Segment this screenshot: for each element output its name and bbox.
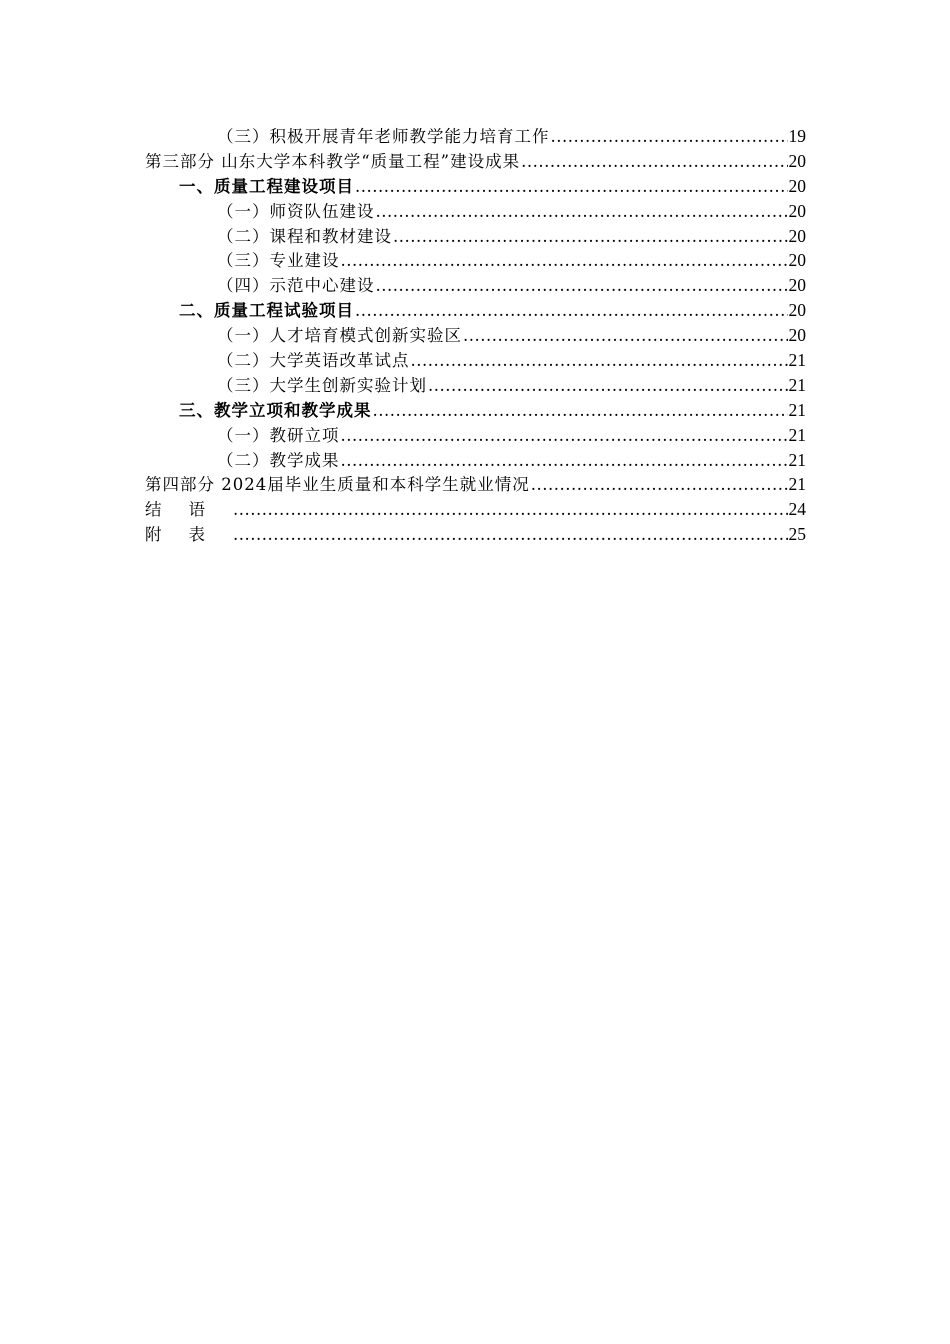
toc-entry[interactable] — [145, 248, 806, 273]
toc-entry[interactable] — [145, 398, 806, 423]
toc-leader-dots — [341, 424, 788, 449]
toc-entry[interactable] — [145, 348, 806, 373]
toc-entry-page-number: 21 — [788, 374, 806, 395]
toc-entry-page-number: 21 — [788, 399, 806, 420]
toc-entry-label: 一、质量工程建设项目 — [179, 176, 354, 196]
toc-entry-page-number: 20 — [788, 150, 806, 171]
toc-entry-page-number: 20 — [788, 225, 806, 246]
toc-entry-label: （二）大学英语改革试点 — [217, 351, 410, 371]
toc-entry-label: 第三部分 山东大学本科教学“质量工程”建设成果 — [145, 151, 521, 171]
toc-entry-label: （一）人才培育模式创新实验区 — [217, 326, 462, 346]
toc-entry-page-number: 20 — [788, 275, 806, 296]
toc-entry[interactable] — [145, 124, 806, 149]
toc-leader-dots — [233, 523, 788, 548]
toc-entry-page-number: 20 — [788, 325, 806, 346]
toc-entry[interactable] — [145, 273, 806, 298]
toc-leader-dots — [341, 249, 788, 274]
toc-entry-page-number: 20 — [788, 175, 806, 196]
toc-entry[interactable] — [145, 423, 806, 448]
toc-entry[interactable] — [145, 522, 806, 547]
toc-entry-page-number: 21 — [788, 449, 806, 470]
toc-entry[interactable] — [145, 224, 806, 249]
toc-entry-label: 结语 — [145, 500, 232, 520]
toc-entry-page-number: 24 — [788, 499, 806, 520]
toc-entry[interactable] — [145, 298, 806, 323]
toc-entry[interactable] — [145, 199, 806, 224]
toc-entry-label: （三）大学生创新实验计划 — [217, 375, 427, 395]
toc-leader-dots — [355, 175, 788, 200]
toc-entry-page-number: 21 — [788, 350, 806, 371]
toc-leader-dots — [411, 349, 788, 374]
toc-leader-dots — [355, 299, 788, 324]
toc-entry[interactable] — [145, 472, 806, 497]
toc-leader-dots — [376, 200, 788, 225]
toc-leader-dots — [531, 473, 788, 498]
toc-entry-page-number: 21 — [788, 424, 806, 445]
toc-leader-dots — [373, 399, 788, 424]
toc-entry-page-number: 20 — [788, 200, 806, 221]
toc-leader-dots — [428, 374, 788, 399]
toc-entry-page-number: 21 — [788, 474, 806, 495]
toc-entry-label: （一）师资队伍建设 — [217, 201, 375, 221]
toc-leader-dots — [393, 225, 788, 250]
toc-entry[interactable] — [145, 497, 806, 522]
toc-entry-page-number: 20 — [788, 300, 806, 321]
toc-entry-label: （三）积极开展青年老师教学能力培育工作 — [217, 127, 550, 146]
toc-entry[interactable] — [145, 323, 806, 348]
toc-entry-label: （三）专业建设 — [217, 251, 340, 271]
toc-entry-label: 二、质量工程试验项目 — [179, 301, 354, 321]
toc-entry-label: （一）教研立项 — [217, 425, 340, 445]
toc-entry-label: （二）课程和教材建设 — [217, 226, 392, 246]
toc-entry-page-number: 20 — [788, 250, 806, 271]
toc-entry-label: 三、教学立项和教学成果 — [179, 400, 372, 420]
toc-entry-label: 附表 — [145, 525, 232, 545]
toc-entry-page-number: 25 — [788, 524, 806, 545]
toc-entry-label: （二）教学成果 — [217, 450, 340, 470]
toc-entry[interactable] — [145, 149, 806, 174]
toc-leader-dots — [463, 324, 788, 349]
toc-entry-page-number: 19 — [788, 126, 806, 146]
toc-entry-label: （四）示范中心建设 — [217, 276, 375, 296]
toc-leader-dots — [551, 125, 788, 150]
toc-leader-dots — [521, 150, 787, 175]
toc-entry[interactable] — [145, 448, 806, 473]
toc-entry-label: 第四部分 2024届毕业生质量和本科学生就业情况 — [145, 475, 530, 495]
toc-entry[interactable] — [145, 373, 806, 398]
toc-entry[interactable] — [145, 174, 806, 199]
toc-leader-dots — [376, 274, 788, 299]
toc-leader-dots — [233, 498, 788, 523]
toc-leader-dots — [341, 449, 788, 474]
table-of-contents — [145, 124, 806, 547]
